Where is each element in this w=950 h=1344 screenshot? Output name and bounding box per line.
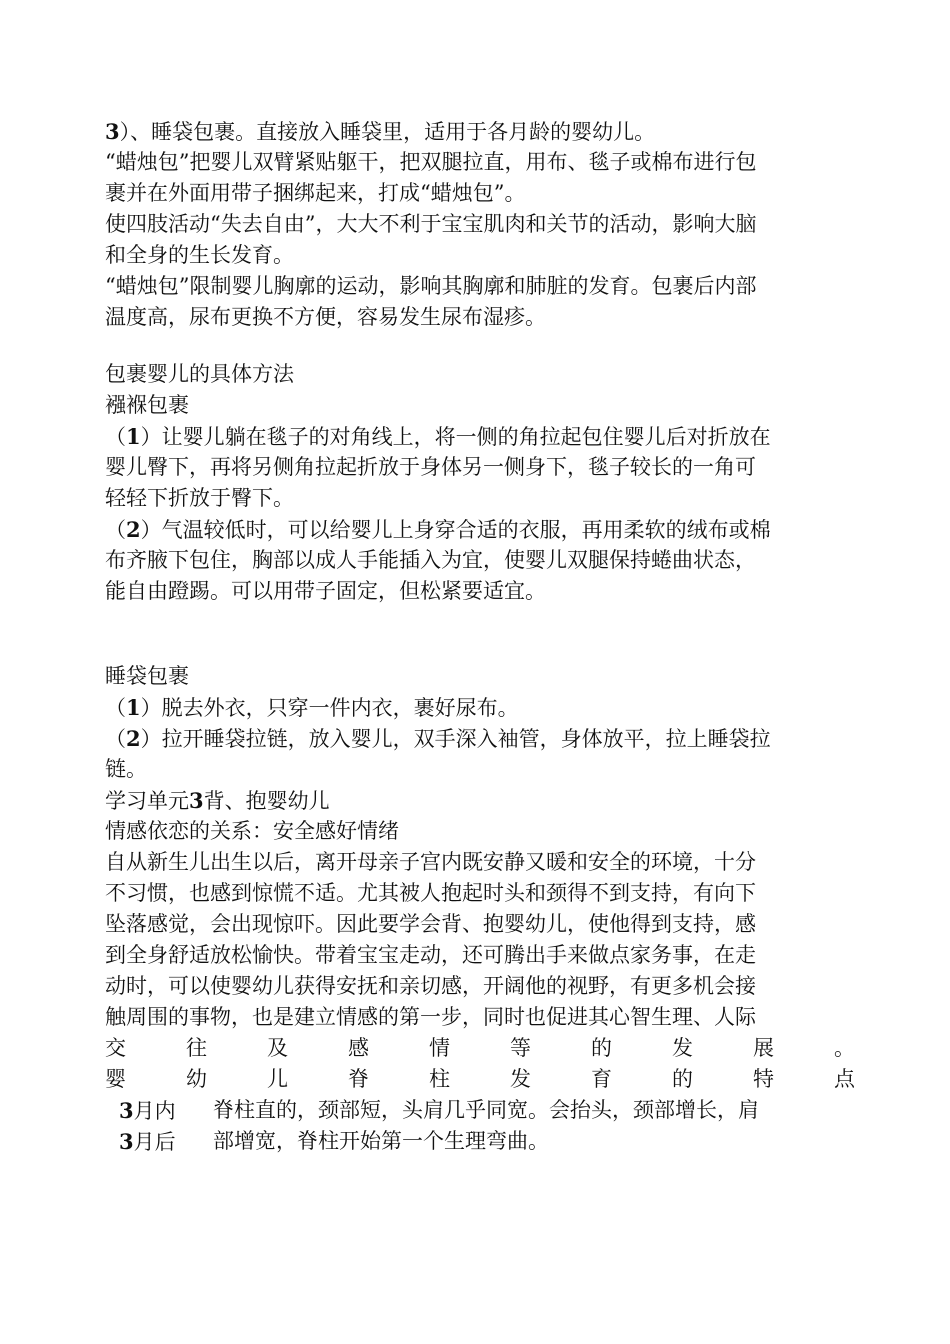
step-line: 轻轻下折放于臀下。 bbox=[105, 486, 294, 510]
char: 发 bbox=[672, 1036, 693, 1060]
char: 交 bbox=[105, 1036, 126, 1060]
paragraph-line: 和全身的生长发育。 bbox=[105, 243, 294, 267]
paragraph-line: 动时，可以使婴幼儿获得安抚和亲切感，开阔他的视野，有更多机会接 bbox=[105, 974, 756, 998]
unit-number: 3 bbox=[189, 788, 204, 813]
unit-title: 背、抱婴幼儿 bbox=[203, 789, 330, 813]
step-text: ）让婴儿躺在毯子的对角线上，将一侧的角拉起包住婴儿后对折放在 bbox=[140, 425, 771, 449]
age-label bbox=[105, 1095, 213, 1126]
step-text: ）拉开睡袋拉链，放入婴儿，双手深入袖管，身体放平，拉上睡袋拉 bbox=[140, 727, 771, 751]
step-line: 能自由蹬踢。可以用带子固定，但松紧要适宜。 bbox=[105, 579, 546, 603]
paragraph-line: “蜡烛包”限制婴儿胸廓的运动，影响其胸廓和肺脏的发育。包裹后内部 bbox=[105, 274, 757, 298]
spacer bbox=[105, 333, 855, 359]
char: 感 bbox=[348, 1036, 369, 1060]
spacer bbox=[105, 607, 855, 661]
char: 的 bbox=[591, 1036, 612, 1060]
line-text: ）、睡袋包裹。直接放入睡袋里，适用于各月龄的婴幼儿。 bbox=[119, 120, 656, 144]
relation-heading: 情感依恋的关系：安全感好情绪 bbox=[105, 819, 399, 843]
char: 情 bbox=[429, 1036, 450, 1060]
char: 婴 bbox=[105, 1067, 126, 1091]
age-unit: 月后 bbox=[133, 1130, 176, 1154]
development-text: 部增宽，脊柱开始第一个生理弯曲。 bbox=[213, 1129, 549, 1153]
step-number: 1 bbox=[126, 424, 141, 449]
step-line: （1）脱去外衣，只穿一件内衣，裹好尿布。 bbox=[105, 695, 519, 720]
char: 发 bbox=[510, 1067, 531, 1091]
char: 展 bbox=[753, 1036, 774, 1060]
char: 。 bbox=[834, 1036, 855, 1060]
step-text: ）气温较低时，可以给婴儿上身穿合适的衣服，再用柔软的绒布或棉 bbox=[140, 518, 771, 542]
paragraph-line: 坠落感觉，会出现惊吓。因此要学会背、抱婴幼儿，使他得到支持，感 bbox=[105, 912, 756, 936]
char: 等 bbox=[510, 1036, 531, 1060]
paragraph-line: 到全身舒适放松愉快。带着宝宝走动，还可腾出手来做点家务事，在走 bbox=[105, 943, 756, 967]
step-line: （2）拉开睡袋拉链，放入婴儿，双手深入袖管，身体放平，拉上睡袋拉 bbox=[105, 726, 771, 751]
development-text: 脊柱直的，颈部短，头肩几乎同宽。会抬头，颈部增长，肩 bbox=[213, 1098, 759, 1122]
paragraph-line bbox=[105, 116, 855, 147]
paragraph-line: 使四肢活动“失去自由”，大大不利于宝宝肌肉和关节的活动，影响大脑 bbox=[105, 212, 757, 236]
justified-line bbox=[105, 1033, 855, 1064]
item-number: 3 bbox=[105, 119, 120, 144]
paragraph-line: 温度高，尿布更换不方便，容易发生尿布湿疹。 bbox=[105, 305, 546, 329]
document-body bbox=[105, 116, 855, 1157]
step-number: 1 bbox=[126, 695, 141, 720]
char: 及 bbox=[267, 1036, 288, 1060]
char: 点 bbox=[834, 1067, 855, 1091]
step-line: （1）让婴儿躺在毯子的对角线上，将一侧的角拉起包住婴儿后对折放在 bbox=[105, 424, 771, 449]
unit-prefix: 学习单元 bbox=[105, 789, 189, 813]
char: 儿 bbox=[267, 1067, 288, 1091]
justified-line bbox=[105, 1064, 855, 1095]
step-number: 2 bbox=[126, 517, 141, 542]
paragraph-line: 裹并在外面用带子捆绑起来，打成“蜡烛包”。 bbox=[105, 181, 526, 205]
age-number: 3 bbox=[119, 1098, 134, 1123]
paragraph-line: 触周围的事物，也是建立情感的第一步，同时也促进其心智生理、人际 bbox=[105, 1005, 756, 1029]
age-unit: 月内 bbox=[133, 1099, 176, 1123]
char: 育 bbox=[591, 1067, 612, 1091]
section-heading: 包裹婴儿的具体方法 bbox=[105, 362, 294, 386]
step-line: （2）气温较低时，可以给婴儿上身穿合适的衣服，再用柔软的绒布或棉 bbox=[105, 517, 771, 542]
step-line: 婴儿臀下，再将另侧角拉起折放于身体另一侧身下，毯子较长的一角可 bbox=[105, 455, 756, 479]
development-row bbox=[105, 1126, 855, 1157]
subsection-heading: 襁褓包裹 bbox=[105, 393, 189, 417]
unit-heading bbox=[105, 785, 855, 816]
step-line: 链。 bbox=[105, 757, 147, 781]
step-text: ）脱去外衣，只穿一件内衣，裹好尿布。 bbox=[140, 696, 519, 720]
step-line: 布齐腋下包住，胸部以成人手能插入为宜，使婴儿双腿保持蜷曲状态， bbox=[105, 548, 756, 572]
step-number: 2 bbox=[126, 726, 141, 751]
char: 脊 bbox=[348, 1067, 369, 1091]
paragraph-line: 自从新生儿出生以后，离开母亲子宫内既安静又暖和安全的环境，十分 bbox=[105, 850, 756, 874]
char: 的 bbox=[672, 1067, 693, 1091]
age-label bbox=[105, 1126, 213, 1157]
age-number: 3 bbox=[119, 1129, 134, 1154]
paragraph-line: 不习惯，也感到惊慌不适。尤其被人抱起时头和颈得不到支持，有向下 bbox=[105, 881, 756, 905]
subsection-heading: 睡袋包裹 bbox=[105, 664, 189, 688]
char: 柱 bbox=[429, 1067, 450, 1091]
paragraph-line: “蜡烛包”把婴儿双臂紧贴躯干，把双腿拉直，用布、毯子或棉布进行包 bbox=[105, 150, 757, 174]
char: 特 bbox=[753, 1067, 774, 1091]
char: 幼 bbox=[186, 1067, 207, 1091]
char: 往 bbox=[186, 1036, 207, 1060]
development-row bbox=[105, 1095, 855, 1126]
